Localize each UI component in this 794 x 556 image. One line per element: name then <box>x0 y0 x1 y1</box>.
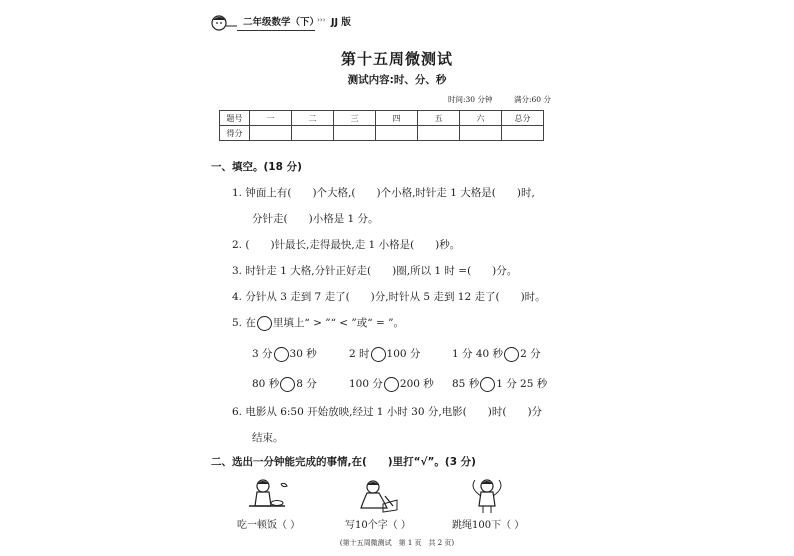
section-1-heading: 一、填空。(18 分) <box>211 161 302 173</box>
answer-circle[interactable] <box>504 347 519 362</box>
jump-rope-icon <box>465 478 513 514</box>
score-row-label: 得分 <box>220 126 250 141</box>
compare-item <box>252 346 317 362</box>
writing-icon <box>353 478 401 514</box>
score-blank-cell[interactable] <box>418 126 460 141</box>
compare-item <box>252 376 317 392</box>
score-header-cell: 三 <box>334 111 376 126</box>
section-2-heading: 二、选出一分钟能完成的事情,在( )里打“√”。(3 分) <box>211 456 476 468</box>
compare-left: 100 分 <box>349 378 383 390</box>
compare-left: 80 秒 <box>252 378 280 390</box>
compare-circle-icon <box>257 316 272 331</box>
compare-right: 200 秒 <box>399 378 434 390</box>
compare-right: 100 分 <box>386 348 421 360</box>
question-5 <box>232 315 404 331</box>
score-blank-cell[interactable] <box>250 126 292 141</box>
score-blank-cell[interactable] <box>376 126 418 141</box>
question-5-prefix: 5. 在 <box>232 317 256 329</box>
question-3: 3. 时针走 1 大格,分针正好走( )圈,所以 1 时 =( )分。 <box>232 265 518 277</box>
score-blank-cell[interactable] <box>502 126 544 141</box>
score-header-cell: 二 <box>292 111 334 126</box>
score-header-cell: 一 <box>250 111 292 126</box>
page-title: 第十五周微测试 <box>340 50 453 68</box>
compare-item <box>349 346 420 362</box>
compare-right: 8 分 <box>296 378 317 390</box>
score-header-cell: 五 <box>418 111 460 126</box>
header-underline <box>237 30 315 31</box>
answer-circle[interactable] <box>371 347 386 362</box>
edition-label: JJ 版 <box>331 17 351 28</box>
score-blank-cell[interactable] <box>460 126 502 141</box>
question-6-line-1: 6. 电影从 6:50 开始放映,经过 1 小时 30 分,电影( )时( )分 <box>232 406 543 418</box>
compare-left: 1 分 40 秒 <box>452 348 504 360</box>
worksheet-page <box>207 8 587 548</box>
eating-meal-icon <box>245 478 293 514</box>
score-blank-cell[interactable] <box>292 126 334 141</box>
score-header-cell: 四 <box>376 111 418 126</box>
compare-item <box>349 376 434 392</box>
question-5-suffix: 里填上“ > ”“ < ”或“ = ”。 <box>272 317 404 329</box>
option-write-words: 写10个字（ ） <box>345 520 411 531</box>
compare-left: 85 秒 <box>452 378 480 390</box>
book-title: 二年级数学（下） <box>243 17 320 28</box>
answer-circle[interactable] <box>384 377 399 392</box>
book-header <box>207 12 587 34</box>
compare-item <box>452 376 547 392</box>
score-table-header-row <box>220 111 544 126</box>
score-table-score-row <box>220 126 544 141</box>
score-header-cell: 总分 <box>502 111 544 126</box>
score-header-cell: 题号 <box>220 111 250 126</box>
score-table <box>219 110 544 141</box>
compare-item <box>452 346 541 362</box>
question-2: 2. ( )针最长,走得最快,走 1 小格是( )秒。 <box>232 239 461 251</box>
time-limit: 时间:30 分钟 <box>448 95 493 104</box>
compare-right: 30 秒 <box>289 348 317 360</box>
kid-mascot-icon <box>209 14 239 32</box>
compare-right: 2 分 <box>520 348 541 360</box>
question-4: 4. 分针从 3 走到 7 走了( )分,时针从 5 走到 12 走了( )时。 <box>232 291 546 303</box>
question-1-line-1: 1. 钟面上有( )个大格,( )个小格,时针走 1 大格是( )时, <box>232 187 535 199</box>
full-score: 满分:60 分 <box>514 95 551 104</box>
answer-circle[interactable] <box>280 377 295 392</box>
score-header-cell: 六 <box>460 111 502 126</box>
test-content: 测试内容:时、分、秒 <box>347 74 447 86</box>
question-1-line-2: 分针走( )小格是 1 分。 <box>252 213 379 225</box>
question-6-line-2: 结束。 <box>252 432 284 444</box>
option-eat-meal: 吃一顿饭（ ） <box>237 520 301 531</box>
score-blank-cell[interactable] <box>334 126 376 141</box>
header-arrows: ››› <box>317 16 326 24</box>
answer-circle[interactable] <box>274 347 289 362</box>
compare-right: 1 分 25 秒 <box>496 378 548 390</box>
option-jump-rope: 跳绳100下（ ） <box>452 520 525 531</box>
compare-left: 2 时 <box>349 348 370 360</box>
answer-circle[interactable] <box>480 377 495 392</box>
page-footer: (第十五周微测试 第 1 页 共 2 页) <box>339 539 455 547</box>
compare-left: 3 分 <box>252 348 273 360</box>
